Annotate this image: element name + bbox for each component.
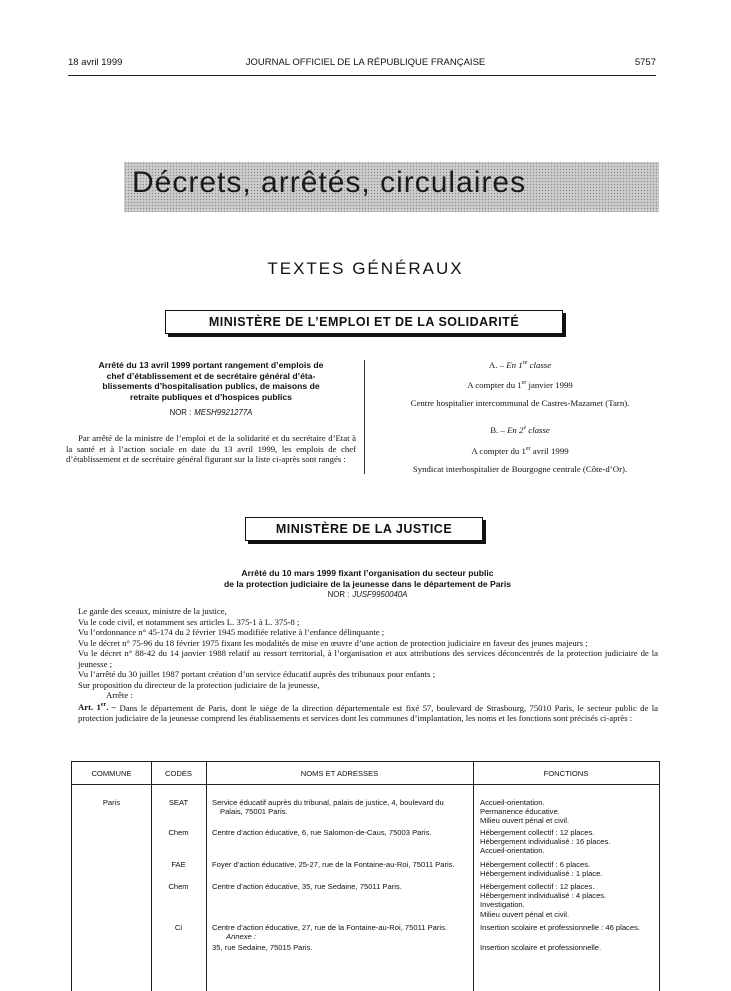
table-cell-code: Chem	[168, 882, 189, 891]
table-column-divider	[206, 762, 207, 991]
arrete2-title-line: Arrêté du 10 mars 1999 fixant l’organisation du secteur public	[241, 568, 494, 578]
class-b-entity: Syndicat interhospitalier de Bourgogne centrale (Côte-d’Or).	[412, 464, 628, 474]
ministry-justice-heading: MINISTÈRE DE LA JUSTICE	[245, 517, 483, 541]
table-cell-name	[212, 923, 470, 953]
table-cell-name: Foyer d’action éducative, 25-27, rue de la Fontaine-au-Roi, 75011 Paris.	[212, 860, 455, 869]
annexe-label: Annexe :	[226, 932, 256, 942]
preamble-line: Vu le code civil, et notamment ses articles L. 375-1 à L. 375-8 ;	[78, 616, 300, 627]
nor-label: NOR :	[327, 590, 350, 599]
table-cell-code: Chem	[168, 828, 189, 837]
arrete2-title	[120, 568, 615, 589]
arrete1-title-line: blissements d’hospitalisation publics, de maisons de	[102, 381, 320, 391]
table-cell-name	[212, 798, 470, 816]
preamble-line: Vu l’arrêté du 30 juillet 1987 portant création d’un service éducatif auprès des tribunaux pour enfants ;	[78, 669, 435, 679]
header-journal: JOURNAL OFFICIEL DE LA RÉPUBLIQUE FRANÇAISE	[245, 57, 486, 68]
establishments-table	[71, 761, 660, 991]
name-line: Service éducatif auprès du tribunal, palais de justice, 4, boulevard du	[212, 798, 444, 807]
name-line: Centre d’action éducative, 27, rue de la Fontaine-au-Roi, 75011 Paris.	[212, 923, 447, 932]
table-cell-code: SEAT	[168, 798, 189, 807]
banner-title: Décrets, arrêtés, circulaires	[132, 166, 527, 199]
preamble-line: Le garde des sceaux, ministre de la justice,	[78, 606, 227, 616]
preamble-line: Vu le décret n° 88-42 du 14 janvier 1988 relatif au ressort territorial, à l’organisation et aux attributions des services déconcentrés de la protection judiciaire de la jeunesse ;	[78, 648, 658, 669]
nor-code: MESH9921277A	[194, 408, 253, 417]
function-line: Hébergement individualisé : 1 place.	[480, 869, 603, 879]
function-line: Permanence éducative.	[480, 807, 560, 817]
nor-label: NOR :	[169, 408, 192, 417]
function-line: Hébergement individualisé : 16 places.	[480, 837, 611, 847]
preamble-line: Sur proposition du directeur de la protection judiciaire de la jeunesse,	[78, 679, 320, 690]
section-title: TEXTES GÉNÉRAUX	[267, 259, 464, 278]
table-cell-commune: Paris	[102, 798, 121, 807]
article-1-label: Art. 1er. –	[78, 702, 117, 713]
arrete1-title-line: Arrêté du 13 avril 1999 portant rangement d’emplois de	[98, 360, 324, 370]
annexe-address: 35, rue Sedaine, 75015 Paris.	[212, 943, 313, 953]
class-b-heading: B. – En 2e classe	[490, 425, 550, 435]
table-column-divider	[473, 762, 474, 991]
arrete-label: Arrête :	[106, 690, 133, 700]
table-cell-functions	[480, 798, 658, 826]
function-line: Hébergement collectif : 12 places.	[480, 828, 595, 837]
function-line: Hébergement individualisé : 4 places.	[480, 891, 607, 901]
function-line: Milieu ouvert pénal et civil.	[480, 909, 570, 919]
table-cell-code: FAE	[171, 860, 186, 869]
column-divider	[364, 360, 365, 474]
arrete2-preamble	[78, 606, 658, 723]
table-cell-functions	[480, 923, 658, 952]
arrete1-body	[66, 433, 356, 465]
header-page-number: 5757	[634, 57, 656, 68]
table-column-divider	[151, 762, 152, 991]
preamble-line: Vu le décret n° 75-96 du 18 février 1975 fixant les modalités de mise en œuvre d’une action de protection judiciaire en faveur des jeunes majeurs ;	[78, 637, 588, 648]
function-line: Hébergement collectif : 12 places.	[480, 882, 595, 891]
arrete1-title-line: chef d’établissement et de secrétaire général d’éta-	[106, 370, 316, 381]
preamble-line: Vu l’ordonnance n° 45-174 du 2 février 1945 modifiée relative à l’enfance délinquante ;	[78, 627, 385, 637]
class-a-date: A compter du 1er janvier 1999	[467, 380, 573, 390]
arrete1-title-line: retraite publiques et d’hospices publics	[130, 391, 292, 402]
arrete1-title	[66, 360, 356, 402]
table-cell-code: Ci	[174, 923, 183, 932]
function-line: Accueil-orientation.	[480, 846, 545, 856]
header-date: 18 avril 1999	[68, 57, 123, 68]
name-line: Palais, 75001 Paris.	[220, 807, 288, 817]
article-1-text: Dans le département de Paris, dont le siège de la direction départementale est fixé 57, boulevard de Strasbourg, 75010 Paris, le secteur public de la protection judiciaire de la jeunesse comprend les établissements et services dont les communes d’implantation, les noms et les fonctions sont précisés ci-après :	[78, 702, 659, 723]
article-1	[78, 701, 658, 724]
table-header-codes: CODES	[164, 769, 192, 778]
function-line: Insertion scolaire et professionnelle : 46 places.	[480, 923, 640, 932]
table-cell-functions	[480, 860, 658, 878]
table-cell-name: Centre d’action éducative, 35, rue Sedaine, 75011 Paris.	[212, 882, 402, 891]
nor-code: JUSF9950040A	[352, 590, 408, 599]
arrete1-nor	[66, 408, 356, 417]
ministry-employment-heading: MINISTÈRE DE L’EMPLOI ET DE LA SOLIDARITÉ	[165, 310, 563, 334]
arrete2-nor	[120, 590, 615, 599]
function-line: Milieu ouvert pénal et civil.	[480, 816, 570, 826]
table-cell-name: Centre d’action éducative, 6, rue Salomon-de-Caus, 75003 Paris.	[212, 828, 432, 837]
function-line: Investigation.	[480, 900, 525, 910]
table-header-names: NOMS ET ADRESSES	[300, 769, 379, 778]
table-header-commune: COMMUNE	[91, 769, 132, 778]
table-cell-functions	[480, 828, 658, 856]
function-line: Accueil-orientation.	[480, 798, 545, 807]
table-cell-functions	[480, 882, 658, 919]
class-b-date: A compter du 1er avril 1999	[471, 446, 569, 456]
function-line: Hébergement collectif : 6 places.	[480, 860, 591, 869]
arrete2-title-line: de la protection judiciaire de la jeunesse dans le département de Paris	[223, 578, 512, 589]
header-rule	[68, 75, 656, 76]
table-header-functions: FONCTIONS	[543, 769, 589, 778]
arrete1-body-text: Par arrêté de la ministre de l’emploi et de la solidarité et du secrétaire d’Etat à la santé et à l’action sociale en date du 13 avril 1999, les emplois de chef d’établissement et de secrétaire général figurant sur la liste ci-après sont rangés :	[66, 433, 356, 464]
class-a-entity: Centre hospitalier intercommunal de Castres-Mazamet (Tarn).	[410, 398, 630, 408]
annexe-function: Insertion scolaire et professionnelle.	[480, 943, 602, 953]
class-a-heading: A. – En 1re classe	[488, 360, 552, 370]
